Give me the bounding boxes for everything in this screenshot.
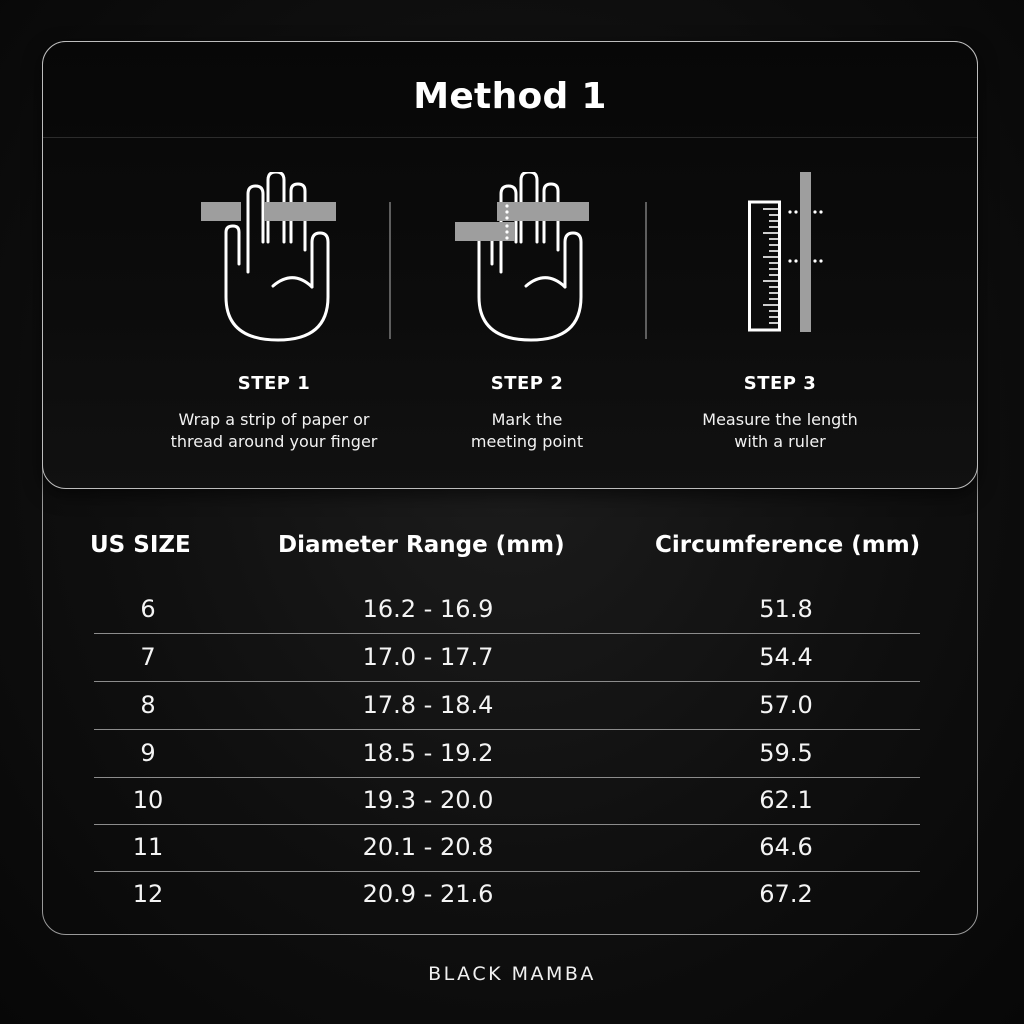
table-row (94, 682, 920, 730)
step-3-description: Measure the length with a ruler (702, 410, 858, 451)
diameter-cell: 20.9 - 21.6 (362, 880, 494, 908)
table-row (94, 777, 920, 825)
circumference-cell: 57.0 (759, 691, 813, 719)
circumference-cell: 54.4 (759, 643, 813, 671)
size-cell: 7 (140, 643, 156, 671)
size-cell: 10 (132, 786, 164, 814)
brand-logo-text: BLACK MAMBA (428, 963, 596, 985)
step-divider-1 (389, 202, 391, 339)
circumference-cell: 62.1 (759, 786, 813, 814)
method-title: Method 1 (413, 76, 607, 117)
title-divider (43, 137, 977, 138)
method-panel (42, 41, 978, 489)
hand-with-marked-strip-icon (451, 172, 601, 344)
step-2-label: STEP 2 (490, 373, 564, 394)
diameter-cell: 17.8 - 18.4 (362, 691, 494, 719)
table-row (94, 634, 920, 682)
table-row (94, 824, 920, 872)
header-circumference: Circumference (mm) (655, 532, 921, 558)
header-us-size: US SIZE (90, 532, 191, 558)
size-cell: 11 (132, 833, 164, 861)
step-1-label: STEP 1 (237, 373, 311, 394)
diameter-cell: 19.3 - 20.0 (362, 786, 494, 814)
circumference-cell: 67.2 (759, 880, 813, 908)
table-row (94, 871, 920, 919)
table-row (94, 586, 920, 634)
size-cell: 8 (140, 691, 156, 719)
circumference-cell: 64.6 (759, 833, 813, 861)
ruler-measure-icon (747, 172, 827, 334)
circumference-cell: 59.5 (759, 739, 813, 767)
size-cell: 12 (132, 880, 164, 908)
hand-with-paper-strip-icon (198, 172, 348, 344)
step-3-label: STEP 3 (743, 373, 817, 394)
step-divider-2 (645, 202, 647, 339)
diameter-cell: 17.0 - 17.7 (362, 643, 494, 671)
circumference-cell: 51.8 (759, 595, 813, 623)
step-1-description: Wrap a strip of paper or thread around your finger (170, 410, 378, 451)
diameter-cell: 16.2 - 16.9 (362, 595, 494, 623)
step-2-description: Mark the meeting point (470, 410, 584, 451)
table-row (94, 730, 920, 778)
size-cell: 9 (140, 739, 156, 767)
diameter-cell: 20.1 - 20.8 (362, 833, 494, 861)
diameter-cell: 18.5 - 19.2 (362, 739, 494, 767)
header-diameter-range: Diameter Range (mm) (278, 532, 565, 558)
size-cell: 6 (140, 595, 156, 623)
